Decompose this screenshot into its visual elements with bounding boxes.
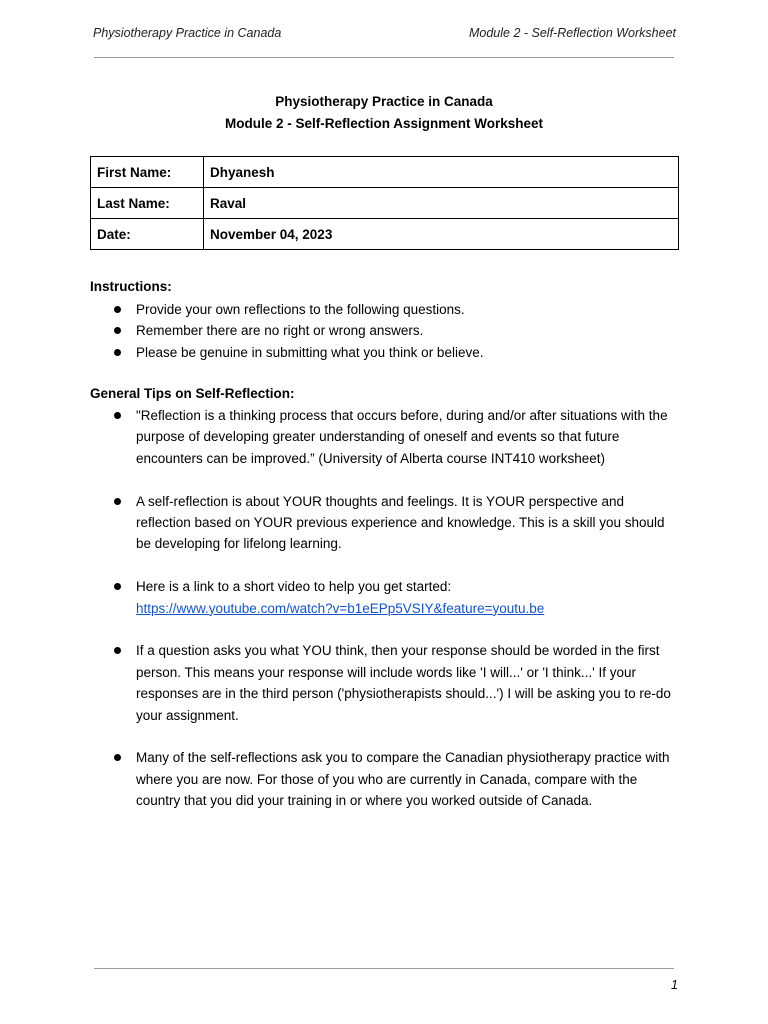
list-item: Remember there are no right or wrong answers. (90, 320, 680, 341)
last-name-value: Raval (204, 188, 679, 219)
bullet-icon (114, 327, 121, 334)
bullet-icon (114, 754, 121, 761)
list-item: "Reflection is a thinking process that occurs before, during and/or after situations with the purpose of developing greater understanding of oneself and events so that future encounters can be improved.” (University of Alberta course INT410 worksheet) (90, 405, 680, 469)
bullet-icon (114, 306, 121, 313)
list-item: Here is a link to a short video to help you get started: https://www.youtube.com/watch?v=b1eEPp5VSIY&feature=youtu.be (90, 576, 680, 619)
student-info-table (90, 156, 679, 250)
bullet-icon (114, 498, 121, 505)
youtube-video-link[interactable]: https://www.youtube.com/watch?v=b1eEPp5VSIY&feature=youtu.be (136, 600, 545, 616)
document-title: Physiotherapy Practice in Canada (275, 94, 493, 109)
table-row (91, 219, 679, 250)
footer-divider (94, 968, 674, 969)
bullet-icon (114, 349, 121, 356)
bullet-icon (114, 583, 121, 590)
first-name-label: First Name: (91, 157, 204, 188)
tips-heading: General Tips on Self-Reflection: (90, 386, 295, 401)
date-value: November 04, 2023 (204, 219, 679, 250)
running-header-right: Module 2 - Self-Reflection Worksheet (468, 26, 676, 40)
running-header-left: Physiotherapy Practice in Canada (93, 26, 282, 40)
tips-list (90, 405, 680, 812)
page-number: 1 (671, 978, 678, 992)
table-row (91, 188, 679, 219)
document-subtitle: Module 2 - Self-Reflection Assignment Worksheet (224, 116, 544, 131)
list-item: Many of the self-reflections ask you to compare the Canadian physiotherapy practice with where you are now. For those of you who are currently in Canada, compare with the country that you did your training in or where you worked outside of Canada. (90, 747, 680, 811)
list-item: If a question asks you what YOU think, then your response should be worded in the first person. This means your response will include words like 'I will...' or 'I think...' If your responses are in the third person ('physiotherapists should...') I will be asking you to re-do your assignment. (90, 640, 680, 726)
bullet-icon (114, 412, 121, 419)
list-item: Provide your own reflections to the following questions. (90, 299, 680, 320)
table-row (91, 157, 679, 188)
last-name-label: Last Name: (91, 188, 204, 219)
instructions-list (90, 299, 680, 363)
list-item: Please be genuine in submitting what you think or believe. (90, 342, 680, 363)
list-item: A self-reflection is about YOUR thoughts and feelings. It is YOUR perspective and reflection based on YOUR previous experience and knowledge. This is a skill you should be developing for lifelong learning. (90, 491, 680, 555)
bullet-icon (114, 647, 121, 654)
date-label: Date: (91, 219, 204, 250)
header-divider (94, 57, 674, 58)
first-name-value: Dhyanesh (204, 157, 679, 188)
instructions-heading: Instructions: (90, 279, 172, 294)
